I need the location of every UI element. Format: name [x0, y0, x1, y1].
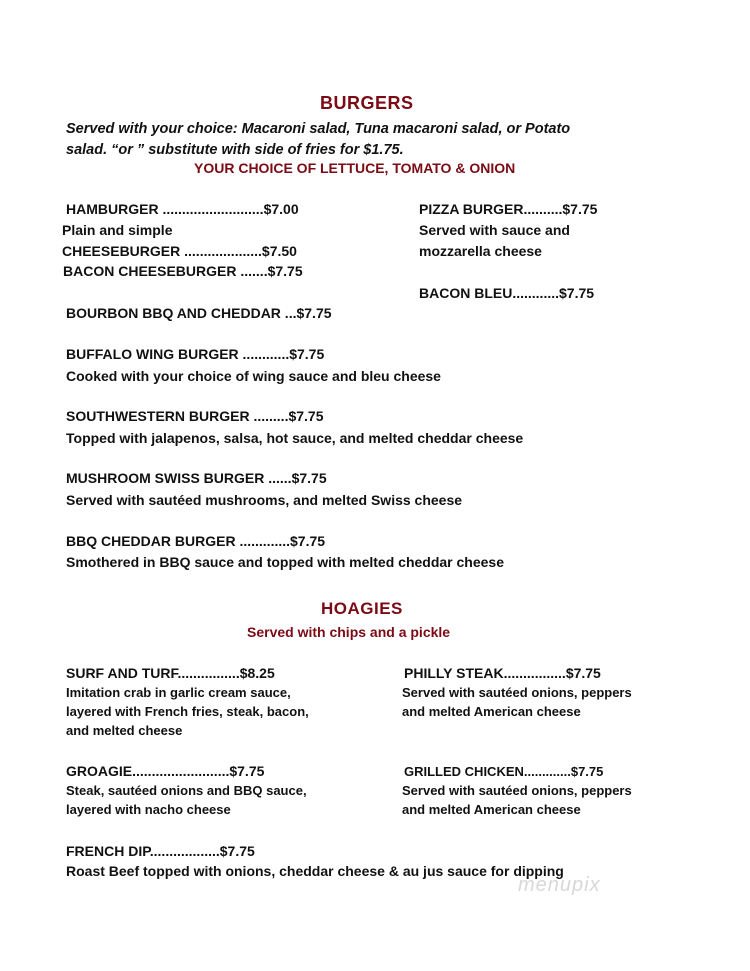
mushroom-swiss-desc: Served with sautéed mushrooms, and melted Swiss cheese	[66, 492, 463, 508]
hoagies-title: HOAGIES	[321, 599, 403, 618]
burgers-intro-line2: salad. “or ” substitute with side of fries for $1.75.	[66, 142, 404, 158]
buffalo-wing-item: BUFFALO WING BURGER ............$7.75	[66, 346, 325, 362]
southwestern-desc: Topped with jalapenos, salsa, hot sauce, and melted cheddar cheese	[66, 430, 524, 446]
cheeseburger-item: CHEESEBURGER ....................$7.50	[62, 243, 297, 259]
surf-turf-desc-line2: layered with French fries, steak, bacon,	[66, 704, 309, 719]
grilled-chicken-item: GRILLED CHICKEN.............$7.75	[404, 764, 604, 779]
pizza-burger-desc-line1: Served with sauce and	[419, 222, 570, 238]
pizza-burger-desc-line2: mozzarella cheese	[419, 243, 542, 259]
southwestern-item: SOUTHWESTERN BURGER .........$7.75	[66, 408, 324, 424]
groagie-desc-line1: Steak, sautéed onions and BBQ sauce,	[66, 783, 307, 798]
burgers-intro-line1: Served with your choice: Macaroni salad, Tuna macaroni salad, or Potato	[66, 121, 571, 137]
philly-steak-item: PHILLY STEAK................$7.75	[404, 665, 601, 681]
french-dip-desc: Roast Beef topped with onions, cheddar cheese & au jus sauce for dipping	[66, 863, 564, 879]
burgers-subtitle: YOUR CHOICE OF LETTUCE, TOMATO & ONION	[194, 160, 516, 176]
philly-steak-desc-line1: Served with sautéed onions, peppers	[402, 685, 632, 700]
bourbon-bbq-item: BOURBON BBQ AND CHEDDAR ...$7.75	[66, 305, 332, 321]
grilled-chicken-desc-line1: Served with sautéed onions, peppers	[402, 783, 632, 798]
hoagies-subtitle: Served with chips and a pickle	[247, 624, 451, 640]
bacon-bleu-item: BACON BLEU............$7.75	[419, 285, 595, 301]
buffalo-wing-desc: Cooked with your choice of wing sauce and bleu cheese	[66, 368, 441, 384]
pizza-burger-item: PIZZA BURGER..........$7.75	[419, 201, 598, 217]
hamburger-item: HAMBURGER ..........................$7.00	[66, 201, 299, 217]
french-dip-item: FRENCH DIP..................$7.75	[66, 843, 255, 859]
mushroom-swiss-item: MUSHROOM SWISS BURGER ......$7.75	[66, 470, 327, 486]
groagie-desc-line2: layered with nacho cheese	[66, 802, 231, 817]
surf-turf-desc-line3: and melted cheese	[66, 723, 183, 738]
philly-steak-desc-line2: and melted American cheese	[402, 704, 581, 719]
grilled-chicken-desc-line2: and melted American cheese	[402, 802, 581, 817]
hamburger-desc: Plain and simple	[62, 222, 173, 238]
menupix-watermark: menupix	[518, 874, 601, 896]
surf-turf-item: SURF AND TURF................$8.25	[66, 665, 275, 681]
groagie-item: GROAGIE.........................$7.75	[66, 763, 265, 779]
surf-turf-desc-line1: Imitation crab in garlic cream sauce,	[66, 685, 291, 700]
bbq-cheddar-item: BBQ CHEDDAR BURGER .............$7.75	[66, 533, 326, 549]
bacon-cheeseburger-item: BACON CHEESEBURGER .......$7.75	[63, 263, 303, 279]
burgers-title: BURGERS	[320, 93, 414, 113]
bbq-cheddar-desc: Smothered in BBQ sauce and topped with melted cheddar cheese	[66, 554, 504, 570]
